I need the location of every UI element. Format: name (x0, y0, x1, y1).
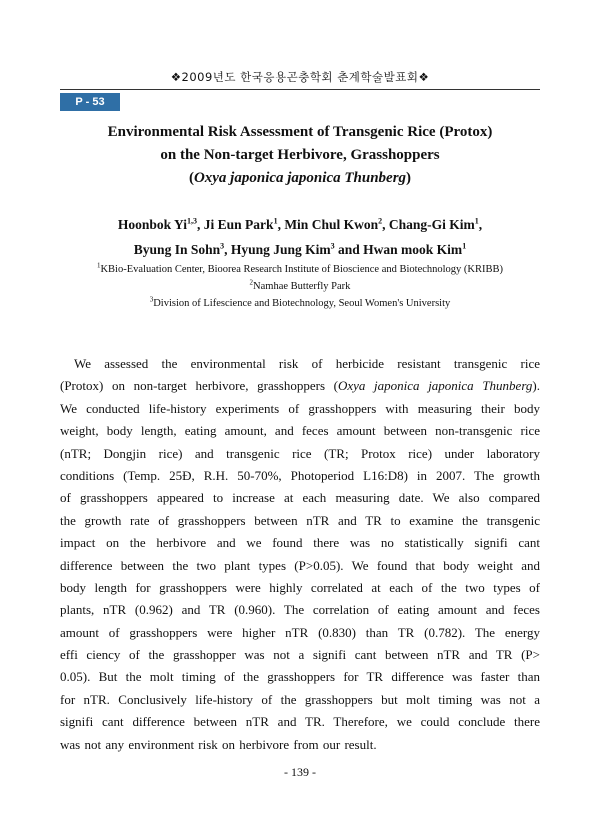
abstract-line: the growth rate of grasshoppers between nTR and TR to examine the transgenic (60, 512, 540, 528)
author-separator: , (197, 217, 204, 232)
abstract-line: for nTR. Conclusively life-history of the grasshoppers but molt timing was not a (60, 691, 540, 707)
abstract-line (60, 375, 540, 397)
page-number: - 139 - (284, 765, 316, 779)
abstract-line: effi ciency of the grasshopper was not a signifi cant between nTR and TR (P> (60, 647, 540, 663)
abstract-line: We assessed the environmental risk of herbicide resistant transgenic rice (74, 356, 540, 371)
abstract-line: was not any environment risk on herbivore from our result. (60, 736, 377, 752)
author-affil-sup: 3 (330, 241, 335, 251)
title-paren-open: ( (188, 170, 194, 186)
abstract-line: 0.05). But the molt timing of the grasshoppers for TR difference was faster than (60, 669, 540, 685)
author-name: Hoonbok Yi (117, 217, 188, 232)
author-affil-sup: 1 (474, 216, 479, 226)
abstract-line: impact on the herbivore and we found there was no statistically signifi cant (60, 535, 540, 551)
abstract-line: body length for grasshoppers were highly correlated at each of the two types of (60, 579, 540, 595)
abstract-line: weight, body length, eating amount, and feces amount between non-transgenic rice (60, 423, 540, 439)
abstract-line: difference between the two plant types (P>0.05). We found that body weight and (60, 557, 540, 573)
title-line-3 (60, 167, 540, 190)
author-affil-sup: 3 (220, 241, 225, 251)
abstract-line-text: (Protox) on non-target herbivore, grasshoppers ( (60, 378, 338, 394)
poster-id-badge: P - 53 (60, 93, 120, 111)
author-affil-sup: 1 (462, 241, 467, 251)
author-separator: , (277, 217, 285, 232)
abstract-line: plants, nTR (0.962) and TR (0.960). The correlation of eating amount and feces (60, 602, 540, 618)
author-name: Ji Eun Park (203, 217, 274, 232)
affiliation (60, 295, 540, 312)
title-paren-close: ) (406, 170, 412, 186)
affiliation-sup: 3 (149, 295, 154, 304)
author-separator: and (334, 242, 364, 257)
running-header: ❖2009년도 한국응용곤충학회 춘계학술발표회❖ (170, 70, 430, 84)
affiliation-text: KBio-Evaluation Center, Bioorea Research Institute of Bioscience and Biotechnology (KRIBB) (100, 264, 504, 275)
title-line-2: on the Non-target Herbivore, Grasshoppers (160, 147, 440, 163)
author-line-2 (60, 237, 540, 262)
abstract-line: signifi cant difference between nTR and TR. Therefore, we could conclude there (60, 714, 540, 730)
affiliation (60, 261, 540, 278)
affiliation-sup: 2 (249, 278, 254, 287)
author-affil-sup: 1 (273, 216, 278, 226)
abstract-line: We conducted life-history experiments of grasshoppers with measuring their body (60, 400, 540, 416)
abstract-line: amount of grasshoppers were higher nTR (0.830) than TR (0.782). The energy (60, 624, 540, 640)
affiliation-text: Division of Lifescience and Biotechnology, Seoul Women's University (153, 298, 451, 309)
author-name: Min Chul Kwon (284, 217, 379, 232)
author-affil-sup: 1,3 (187, 216, 198, 226)
author-separator: , (382, 217, 389, 232)
author-name: Hwan mook Kim (363, 242, 463, 257)
author-name: Hyung Jung Kim (230, 242, 331, 257)
abstract-body (60, 353, 540, 756)
author-list (60, 212, 540, 262)
abstract-species: Oxya japonica japonica Thunberg (337, 378, 533, 394)
affiliation (60, 278, 540, 295)
author-name: Byung In Sohn (133, 242, 221, 257)
affiliation-list (60, 261, 540, 312)
abstract-line: conditions (Temp. 25Ð, R.H. 50-70%, Photoperiod L16:D8) in 2007. The growth (60, 467, 540, 483)
author-line-1 (60, 212, 540, 237)
affiliation-sup: 1 (96, 261, 101, 270)
header-rule (60, 89, 540, 90)
affiliation-text: Namhae Butterfly Park (253, 281, 351, 292)
abstract-line: (nTR; Dongjin rice) and transgenic rice (TR; Protox rice) under laboratory (60, 445, 540, 461)
abstract-line-tail: ). (532, 378, 540, 394)
author-separator: , (478, 217, 483, 232)
author-name: Chang-Gi Kim (388, 217, 475, 232)
abstract-line: of grasshoppers appeared to increase at each measuring date. We also compared (60, 490, 540, 506)
title-species: Oxya japonica japonica Thunberg (193, 170, 407, 186)
author-affil-sup: 2 (378, 216, 383, 226)
paper-title (60, 121, 540, 190)
title-line-1: Environmental Risk Assessment of Transgenic Rice (Protox) (107, 124, 493, 140)
author-separator: , (224, 242, 231, 257)
